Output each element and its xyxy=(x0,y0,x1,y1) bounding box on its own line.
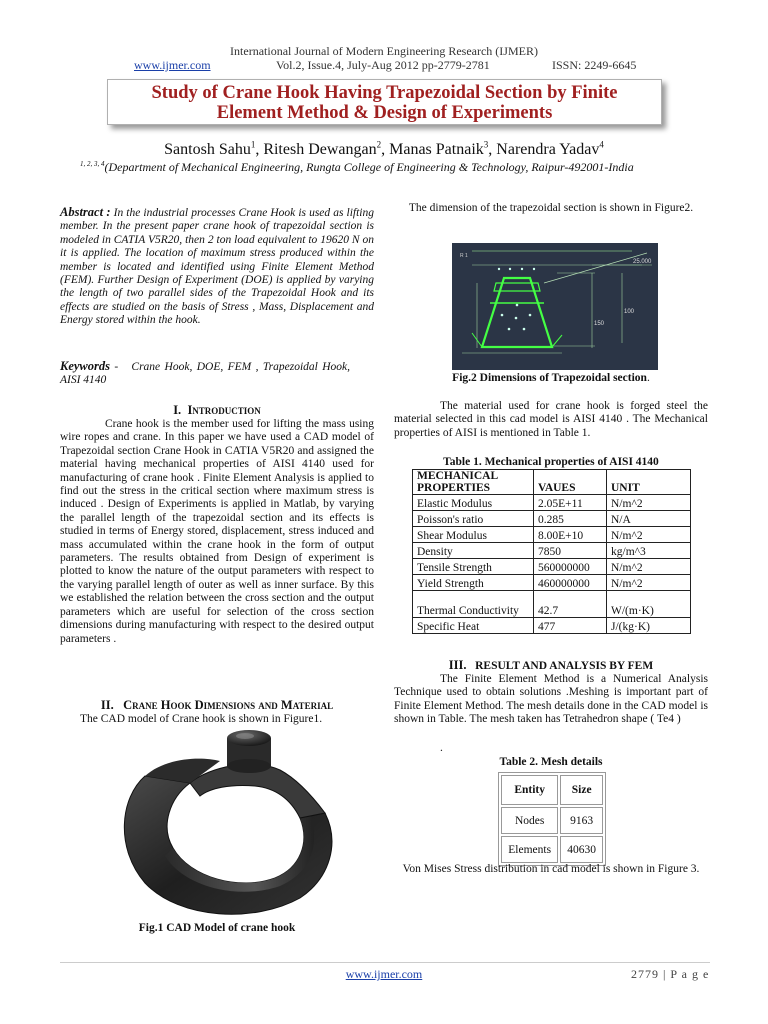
fig2-intro: The dimension of the trapezoidal section is shown in Figure2. xyxy=(408,202,694,214)
header-url-link[interactable]: www.ijmer.com xyxy=(134,58,211,72)
table-cell: 9163 xyxy=(560,807,603,834)
footer-divider xyxy=(60,962,710,963)
fig2-caption: Fig.2 Dimensions of Trapezoidal section. xyxy=(452,372,650,384)
dim-label-top: 25.000 xyxy=(633,259,652,265)
table-row xyxy=(413,591,691,618)
table-row xyxy=(413,618,691,634)
abstract-label: Abstract : xyxy=(60,205,111,219)
author: Narendra Yadav$^4$ xyxy=(496,140,604,159)
paper-title xyxy=(108,83,661,123)
authors xyxy=(0,140,768,159)
page-number: 2779 | P a g e xyxy=(631,967,710,981)
table-header-row xyxy=(413,470,691,495)
journal-name: International Journal of Modern Engineering Research (IJMER) xyxy=(230,44,538,58)
table-header-cell: UNIT xyxy=(607,470,691,495)
table-cell: N/m^2 xyxy=(607,559,691,575)
table-row xyxy=(413,511,691,527)
title-line-1: Study of Crane Hook Having Trapezoidal Section by Finite xyxy=(151,83,618,103)
dim-label-height: 150 xyxy=(594,321,605,327)
table-cell: W/(m·K) xyxy=(607,591,691,618)
table1-caption: Table 1. Mechanical properties of AISI 4140 xyxy=(443,456,659,468)
stray-dot: . xyxy=(440,742,443,754)
table-cell: Tensile Strength xyxy=(413,559,534,575)
table-cell: Poisson's ratio xyxy=(413,511,534,527)
table-cell: Density xyxy=(413,543,534,559)
table-cell: 477 xyxy=(534,618,607,634)
keywords-label: Keywords xyxy=(60,359,110,373)
mechanical-properties-table xyxy=(412,469,691,634)
table2-caption: Table 2. Mesh details xyxy=(499,756,603,768)
table-row xyxy=(413,495,691,511)
issn: ISSN: 2249-6645 xyxy=(552,58,637,72)
table-cell: Shear Modulus xyxy=(413,527,534,543)
table-row xyxy=(413,527,691,543)
table-cell: Nodes xyxy=(501,807,558,834)
table-cell: Specific Heat xyxy=(413,618,534,634)
fig1-caption: Fig.1 CAD Model of crane hook xyxy=(138,922,296,934)
dim-label-bottom: 100 xyxy=(624,309,635,315)
keywords: Keywords - Crane Hook, DOE, FEM , Trapezoidal Hook, AISI 4140 xyxy=(60,359,351,387)
table-cell: 0.285 xyxy=(534,511,607,527)
title-line-2: Element Method & Design of Experiments xyxy=(216,103,553,123)
section-3-heading: III. RESULT AND ANALYSIS BY FEM xyxy=(448,658,654,672)
section-2-text: The CAD model of Crane hook is shown in Figure1. xyxy=(80,713,323,725)
section-1-heading: I. Introduction xyxy=(173,403,261,417)
affiliation: $^{1, 2, 3, 4}$(Department of Mechanical Engineering, Rungta College of Engineering & Technology, Raipur-492001-India xyxy=(80,160,634,174)
table-header-row xyxy=(501,775,603,805)
table-cell: kg/m^3 xyxy=(607,543,691,559)
table-row xyxy=(501,836,603,863)
title-box xyxy=(107,79,662,125)
table-cell: J/(kg·K) xyxy=(607,618,691,634)
trapezoidal-section-figure xyxy=(452,243,658,370)
table-cell: 8.00E+10 xyxy=(534,527,607,543)
table-cell: 460000000 xyxy=(534,575,607,591)
table-header-cell: Size xyxy=(560,775,603,805)
table-header-cell: MECHANICAL PROPERTIES xyxy=(413,470,534,495)
table-cell: 42.7 xyxy=(534,591,607,618)
table-cell: N/A xyxy=(607,511,691,527)
author: Ritesh Dewangan$^2$, xyxy=(263,140,390,159)
table-cell: N/m^2 xyxy=(607,575,691,591)
table-cell: 7850 xyxy=(534,543,607,559)
keywords-text: Crane Hook, DOE, FEM , Trapezoidal Hook, AISI 4140 xyxy=(60,361,351,387)
author: Manas Patnaik$^3$, xyxy=(389,140,497,159)
section-1-text: Crane hook is the member used for lifting the mass using wire ropes and crane. In this paper we have used a CAD model of Trapezoidal section Crane Hook in CATIA V5R20 and assigned the material having mechanical properties of AISI 4140 used for manufacturing of crane hook . Finite Element Analysis is applied to find out the stress in the critical section where maximum stress is induced . Design of Experiments is applied in Matlab, by varying the parallel length of the trapezoidal section and its effects is studied in terms of Energy stored, displacement, stress induced and mass accumulated within the crane hook in the form of output parameters. The results obtained from Design of experiment is plotted to know the nature of the output parameters with respect to the varying parallel length of outer as well as inner surface. By this we established the relation between the cross section and the output parameters which are useful for selection of the cross section dimensions during manufacturing with respect to the desired output parameters . xyxy=(60,418,374,645)
material-text: The material used for crane hook is forged steel the material selected in this cad model is AISI 4140 . The Mechanical properties of AISI is mentioned in Table 1. xyxy=(394,400,708,439)
table-cell: N/m^2 xyxy=(607,527,691,543)
table-row xyxy=(413,543,691,559)
table-header-cell: Entity xyxy=(501,775,558,805)
table-row xyxy=(501,807,603,834)
author: Santosh Sahu$^1$, xyxy=(164,140,264,159)
crane-hook-cad-figure xyxy=(115,728,355,923)
table-cell: 40630 xyxy=(560,836,603,863)
von-mises-text: Von Mises Stress distribution in cad model is shown in Figure 3. xyxy=(402,863,700,875)
table-cell: Thermal Conductivity xyxy=(413,591,534,618)
table-row xyxy=(413,559,691,575)
table-cell: Elements xyxy=(501,836,558,863)
volume-info: Vol.2, Issue.4, July-Aug 2012 pp-2779-2781 xyxy=(276,58,490,72)
table-header-cell: VAUES xyxy=(534,470,607,495)
dim-label-radius: R 1 xyxy=(460,253,468,259)
table-cell: 2.05E+11 xyxy=(534,495,607,511)
table-cell: Elastic Modulus xyxy=(413,495,534,511)
section-2-heading: II. Crane Hook Dimensions and Material xyxy=(100,698,334,712)
section-3-text: The Finite Element Method is a Numerical Analysis Technique used to obtain solutions .Meshing is important part of Finite Element Method. The mesh details done in the CAD model is shown in Table. The mesh taken has Tetrahedron shape ( Te4 ) xyxy=(394,673,708,726)
abstract xyxy=(60,206,374,328)
table-cell: Yield Strength xyxy=(413,575,534,591)
table-row xyxy=(413,575,691,591)
mesh-details-table xyxy=(498,772,606,866)
abstract-text: In the industrial processes Crane Hook is used as lifting member. In the present paper crane hook of trapezoidal section is modeled in CATIA V5R20, then 2 ton load equivalent to 19620 N on it is applied. The location of maximum stress produced within the member is located and identified using Finite Element Method (FEM). Further Design of Experiment (DOE) is applied by varying the length of two parallel sides of the Trapezoidal Hook and its effects are studied on the basis of Stress , Mass, Displacement and Energy stored within the hook. xyxy=(60,207,374,327)
footer-url-link[interactable]: www.ijmer.com xyxy=(345,967,423,981)
table-cell: N/m^2 xyxy=(607,495,691,511)
table-cell: 560000000 xyxy=(534,559,607,575)
